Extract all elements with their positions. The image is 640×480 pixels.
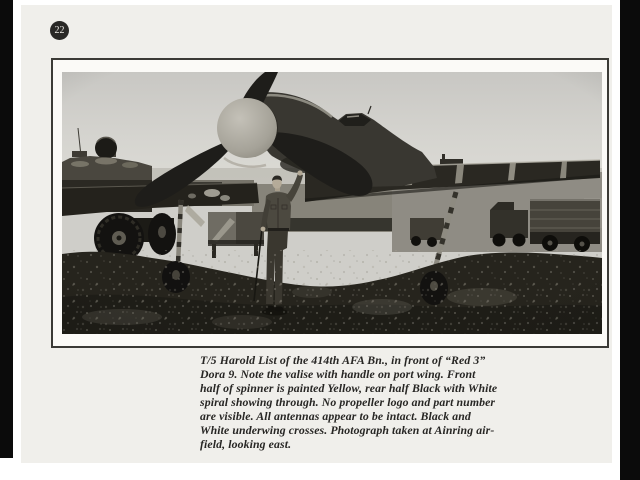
book-page — [21, 5, 612, 463]
caption-line: T/5 Harold List of the 414th AFA Bn., in front of “Red 3” — [200, 353, 486, 367]
photograph — [62, 72, 602, 334]
page-number: 22 — [54, 25, 65, 36]
caption-line: half of spinner is painted Yellow, rear half Black with White — [200, 381, 498, 395]
caption-line: White underwing crosses. Photograph taken at Ainring air- — [200, 423, 495, 437]
scan-edge-bar-left — [0, 0, 13, 458]
photo-vignette — [62, 72, 602, 334]
caption-line: are visible. All antennas appear to be intact. Black and — [200, 409, 471, 423]
caption-line: field, looking east. — [200, 437, 292, 451]
page-number-badge — [50, 21, 69, 40]
photo-frame — [51, 58, 609, 348]
photo-caption — [200, 353, 498, 451]
caption-line: spiral showing through. No propeller logo and part number — [200, 395, 496, 409]
caption-line: Dora 9. Note the valise with handle on port wing. Front — [200, 367, 476, 381]
photo-scene — [62, 72, 602, 334]
scan-edge-bar-right — [620, 0, 640, 480]
